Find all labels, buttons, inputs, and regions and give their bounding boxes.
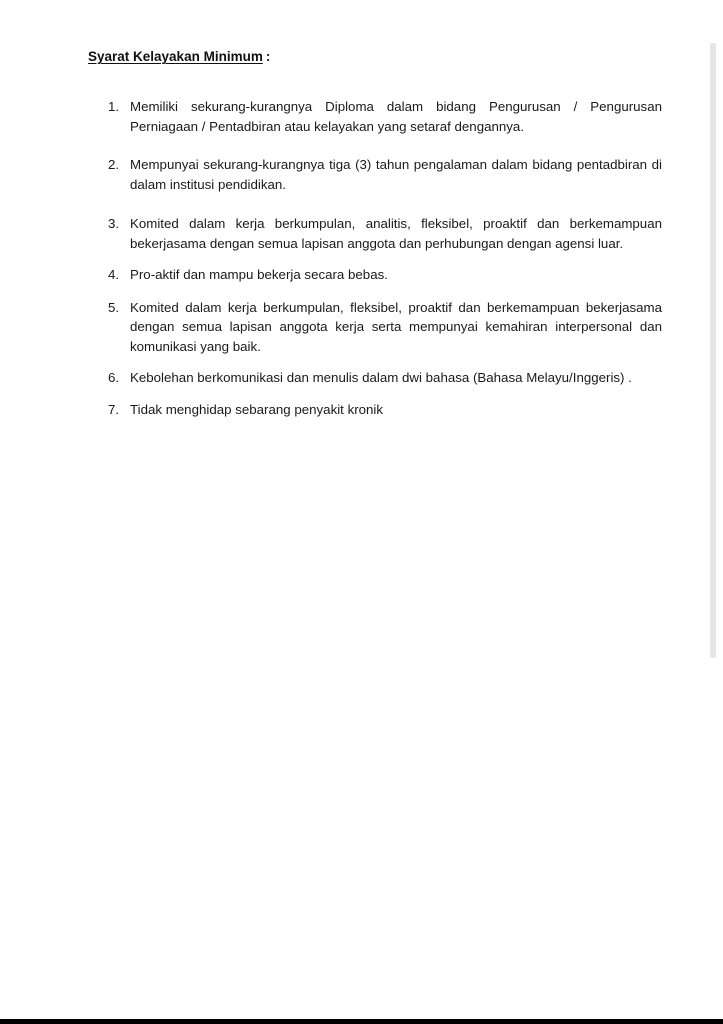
requirement-item [108,214,662,253]
requirements-list [108,97,662,419]
section-heading [88,49,270,64]
heading-colon: : [265,49,271,64]
requirement-item [108,298,662,357]
requirement-item [108,368,662,388]
requirement-number: 6. [108,370,120,385]
requirement-number: 1. [108,99,120,114]
requirement-number: 4. [108,267,120,282]
requirement-text: Tidak menghidap sebarang penyakit kronik [130,401,384,417]
requirement-text: Kebolehan berkomunikasi dan menulis dalam dwi bahasa (Bahasa Melayu/Inggeris) . [130,370,632,385]
requirement-number: 5. [108,299,120,315]
requirement-number: 3. [108,216,120,231]
requirement-number: 2. [108,157,120,172]
bottom-edge-bar [0,1019,723,1024]
requirement-item [108,97,662,136]
heading-text: Syarat Kelayakan Minimum [88,49,263,64]
requirement-text: Pro-aktif dan mampu bekerja secara bebas. [130,267,388,282]
requirement-item [108,400,662,420]
requirement-text: Memiliki sekurang-kurangnya Diploma dalam bidang Pengurusan / Pengurusan Perniagaan / Pentadbiran atau kelayakan yang setaraf dengannya. [130,99,662,134]
requirement-text: Komited dalam kerja berkumpulan, fleksibel, proaktif dan berkemampuan bekerjasama dengan semua lapisan anggota kerja serta mempunyai kemahiran interpersonal dan komunikasi yang baik. [130,299,662,354]
vertical-scrollbar[interactable] [710,43,716,658]
requirement-text: Komited dalam kerja berkumpulan, analitis, fleksibel, proaktif dan berkemampuan bekerjasama dengan semua lapisan anggota dan perhubungan dengan agensi luar. [130,216,662,251]
requirement-text: Mempunyai sekurang-kurangnya tiga (3) tahun pengalaman dalam bidang pentadbiran di dalam institusi pendidikan. [130,157,662,192]
requirement-item [108,155,662,194]
requirement-item [108,265,662,285]
requirement-number: 7. [108,401,120,417]
